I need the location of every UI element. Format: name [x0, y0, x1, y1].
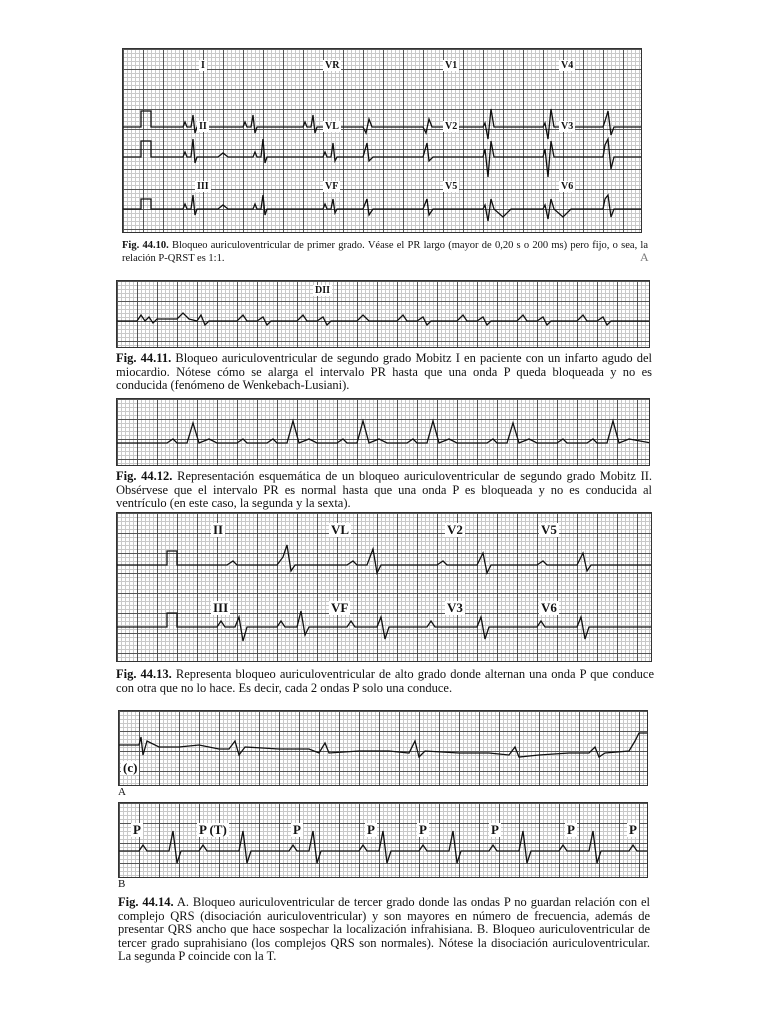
ecg-strip-panel-b [118, 802, 648, 878]
lead-label: V1 [445, 60, 458, 71]
ecg-rhythm-strip [116, 280, 650, 348]
ecg-trace [119, 711, 648, 786]
caption-number: Fig. 44.13. [116, 667, 172, 681]
lead-label: I [201, 60, 205, 71]
ecg-traces [117, 513, 652, 662]
lead-label: VF [325, 181, 339, 192]
caption-text: Representación esquemática de un bloqueo auriculoventricular de segundo grado Mobitz II. Obsérvese que el intervalo PR es normal hasta que una onda P es bloqueada y no es conducida al ventrículo (en este caso, la segunda y la sexta). [116, 469, 653, 510]
lead-label: II [199, 121, 207, 132]
ecg-schematic-strip [116, 398, 650, 466]
caption-text: Bloqueo auriculoventricular de segundo grado Mobitz I en paciente con un infarto agudo del miocardio. Nótese cómo se alarga el intervalo PR hasta que una onda P queda bloqueada y no es conducida (fenómeno de Wenkebach-Lusiani). [116, 351, 653, 392]
caption-number: Fig. 44.14. [118, 895, 174, 909]
p-wave-label: P [133, 822, 141, 837]
ecg-strip-panel-a [118, 710, 648, 786]
caption-number: Fig. 44.10. [122, 240, 169, 251]
figure-caption [122, 240, 648, 265]
figure-caption [116, 470, 652, 511]
ecg-traces [123, 49, 642, 233]
caption-number: Fig. 44.11. [116, 351, 172, 365]
p-wave-label: P [567, 822, 575, 837]
lead-label: V2 [445, 121, 458, 132]
figure-caption [118, 896, 650, 964]
lead-label: V5 [445, 181, 458, 192]
lead-label: V4 [561, 60, 574, 71]
ecg-trace [117, 399, 650, 466]
lead-label: VF [331, 600, 349, 615]
caption-text: A. Bloqueo auriculoventricular de tercer grado donde las ondas P no guardan relación con el complejo QRS (disociación auriculoventricular) y son mayores en número de frecuencia, además de presentar QRS ancho que hace sospechar la localización infrahisiana. B. Bloqueo auriculoventricular de tercer grado suprahisiano (los complejos QRS son normales). Nótese la disociación auriculoventricular. La segunda P coincide con la T. [118, 895, 650, 963]
p-wave-label: P [629, 822, 637, 837]
lead-label: II [213, 522, 224, 537]
lead-label: V3 [447, 600, 463, 615]
lead-label: VR [325, 60, 340, 71]
ecg-trace [119, 803, 648, 878]
lead-label: V6 [561, 181, 574, 192]
p-wave-label: P [293, 822, 301, 837]
caption-text: Bloqueo auriculoventricular de primer grado. Véase el PR largo (mayor de 0,20 s o 200 ms) pero fijo, o sea, la relación P-QRST es 1:1. [122, 240, 649, 264]
lead-label: V3 [561, 121, 574, 132]
p-wave-label: P [491, 822, 499, 837]
caption-text: Representa bloqueo auriculoventricular de alto grado donde alternan una onda P que conduce con otra que no lo hace. Es decir, cada 2 ondas P solo una conduce. [116, 667, 654, 695]
lead-label: VL [325, 121, 339, 132]
p-wave-label: P [419, 822, 427, 837]
caption-number: Fig. 44.12. [116, 469, 173, 483]
ecg-multi-lead-strip [116, 512, 652, 662]
lead-label: III [197, 181, 209, 192]
panel-marker: B [118, 878, 126, 890]
figure-caption [116, 352, 652, 393]
lead-label: VL [331, 522, 350, 537]
panel-marker: A [118, 786, 126, 798]
lead-label: III [213, 600, 229, 615]
p-wave-label: P [367, 822, 375, 837]
figure-caption [116, 668, 654, 695]
ecg-12-lead-strip [122, 48, 642, 233]
lead-label: V6 [541, 600, 557, 615]
ecg-trace [117, 281, 650, 348]
strip-label: (c) [123, 760, 138, 775]
lead-label: DII [315, 285, 331, 296]
lead-label: V5 [541, 522, 557, 537]
p-wave-label: P (T) [199, 822, 227, 837]
lead-label: V2 [447, 522, 463, 537]
panel-marker: A [640, 250, 649, 264]
